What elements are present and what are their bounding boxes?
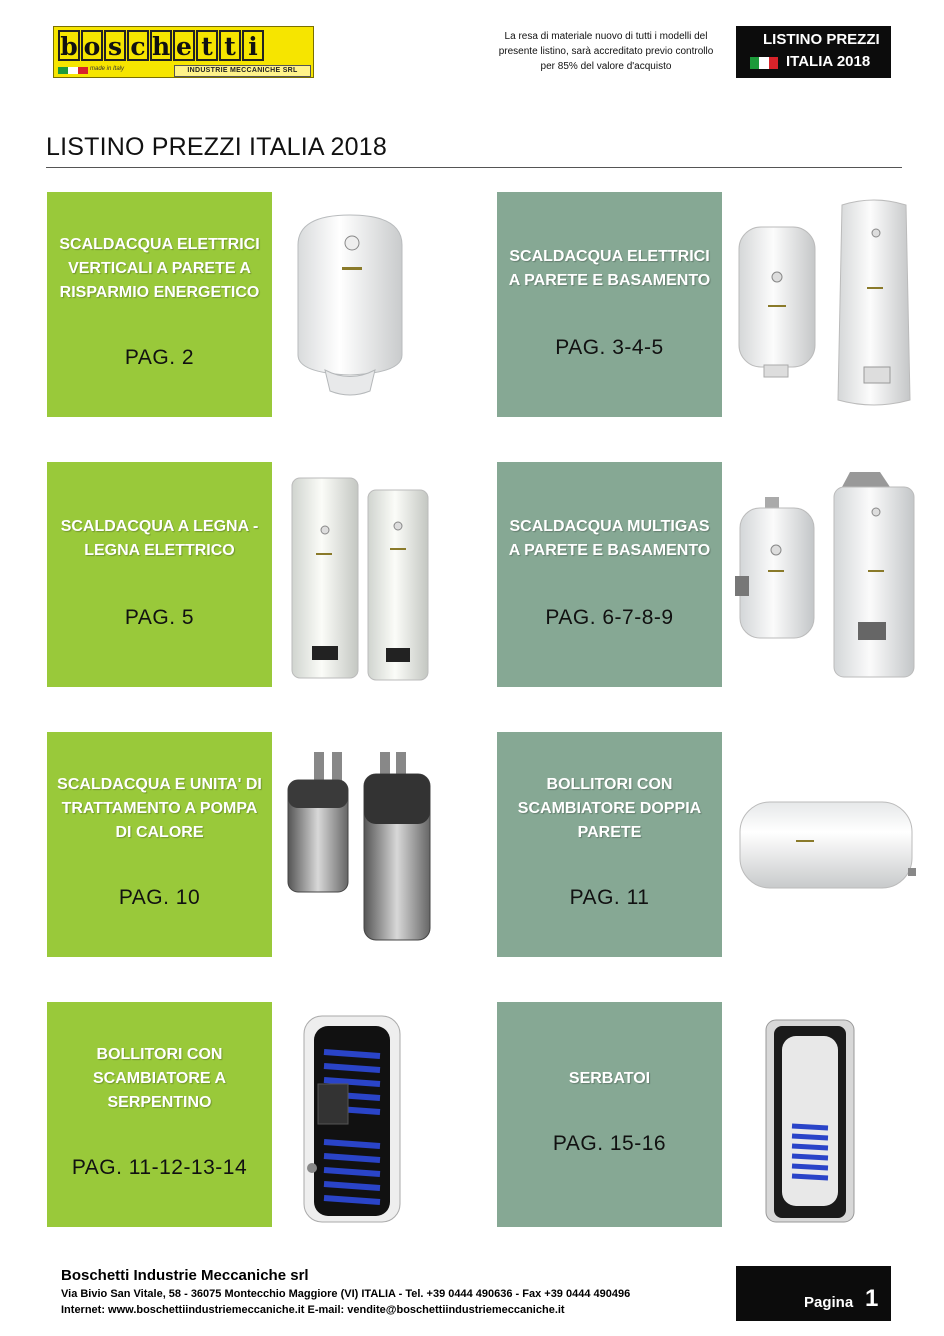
category-page-ref: PAG. 11 bbox=[569, 886, 650, 909]
label-line: SCALDACQUA ELETTRICI bbox=[59, 236, 260, 253]
italian-flag-icon bbox=[58, 67, 88, 74]
storage-tank-cutaway-icon bbox=[762, 1016, 858, 1226]
trade-in-notice bbox=[486, 29, 726, 74]
logo-letter: h bbox=[152, 32, 171, 61]
category-page-ref: PAG. 2 bbox=[124, 346, 195, 369]
page-number: 1 bbox=[865, 1285, 879, 1312]
category-label bbox=[503, 245, 716, 293]
horizontal-boiler-icon bbox=[736, 796, 918, 892]
label-line: BOLLITORI CON bbox=[546, 776, 673, 793]
label-line: A PARETE E BASAMENTO bbox=[508, 542, 711, 559]
badge-line2: ITALIA 2018 bbox=[786, 53, 871, 70]
label-line: SCAMBIATORE A bbox=[92, 1070, 227, 1087]
page-label: Pagina bbox=[804, 1294, 854, 1311]
category-page-ref: PAG. 11-12-13-14 bbox=[71, 1156, 248, 1179]
logo-letter: o bbox=[81, 30, 103, 61]
category-tile-double-wall[interactable] bbox=[497, 732, 722, 957]
category-label bbox=[503, 1067, 716, 1091]
logo-letter: c bbox=[127, 30, 149, 61]
category-page-ref: PAG. 5 bbox=[124, 606, 195, 629]
label-line: SCALDACQUA MULTIGAS bbox=[509, 518, 710, 535]
category-tile-multigas[interactable] bbox=[497, 462, 722, 687]
label-line: LEGNA ELETTRICO bbox=[84, 542, 235, 559]
coil-boiler-cutaway-icon bbox=[300, 1012, 404, 1226]
category-label bbox=[503, 515, 716, 563]
heat-pump-icon bbox=[284, 750, 434, 942]
page-number-box bbox=[736, 1266, 891, 1321]
logo-letter: t bbox=[219, 30, 241, 61]
page-title: LISTINO PREZZI ITALIA 2018 bbox=[46, 133, 387, 161]
notice-line: per 85% del valore d'acquisto bbox=[540, 61, 672, 72]
logo-letter: e bbox=[173, 30, 195, 61]
category-tile-electric-vertical[interactable] bbox=[47, 192, 272, 417]
boschetti-logo bbox=[53, 26, 314, 78]
badge-line1: LISTINO PREZZI bbox=[763, 31, 880, 48]
footer-company: Boschetti Industrie Meccaniche srl bbox=[61, 1267, 309, 1284]
category-label bbox=[503, 773, 716, 845]
category-label bbox=[53, 773, 266, 845]
logo-made-in: made in Italy bbox=[90, 66, 125, 72]
italian-flag-icon bbox=[750, 57, 778, 69]
price-list-badge bbox=[736, 26, 891, 78]
label-line: DI CALORE bbox=[115, 824, 204, 841]
logo-letter: i bbox=[242, 30, 264, 61]
category-label bbox=[53, 233, 266, 305]
footer-address: Via Bivio San Vitale, 58 - 36075 Montecchio Maggiore (VI) ITALIA - Tel. +39 0444 490636 - Fax +39 0444 490496 bbox=[61, 1288, 631, 1300]
logo-letter: s bbox=[104, 30, 126, 61]
notice-line: La resa di materiale nuovo di tutti i modelli del bbox=[504, 31, 708, 42]
category-tile-coil[interactable] bbox=[47, 1002, 272, 1227]
logo-subtitle: INDUSTRIE MECCANICHE SRL bbox=[174, 65, 311, 77]
label-line: SCALDACQUA ELETTRICI bbox=[509, 248, 710, 265]
logo-letter: b bbox=[58, 30, 80, 61]
category-label bbox=[53, 515, 266, 563]
category-tile-tanks[interactable] bbox=[497, 1002, 722, 1227]
category-tile-heat-pump[interactable] bbox=[47, 732, 272, 957]
label-line: SCALDACQUA E UNITA' DI bbox=[57, 776, 262, 793]
category-tile-electric-wall-floor[interactable] bbox=[497, 192, 722, 417]
label-line: BOLLITORI CON bbox=[96, 1046, 223, 1063]
category-page-ref: PAG. 10 bbox=[118, 886, 201, 909]
label-line: SCALDACQUA A LEGNA - bbox=[60, 518, 259, 535]
logo-letter: t bbox=[196, 30, 218, 61]
notice-line: presente listino, sarà accreditato previo controllo bbox=[498, 46, 714, 57]
label-line: TRATTAMENTO A POMPA bbox=[61, 800, 258, 817]
logo-wordmark bbox=[58, 30, 264, 61]
category-page-ref: PAG. 6-7-8-9 bbox=[545, 606, 674, 629]
gas-heaters-icon bbox=[730, 462, 918, 682]
category-tile-wood[interactable] bbox=[47, 462, 272, 687]
wood-heaters-icon bbox=[286, 468, 436, 684]
label-line: VERTICALI A PARETE A bbox=[68, 260, 251, 277]
footer-contacts[interactable]: Internet: www.boschettiindustriemeccaniche.it E-mail: vendite@boschettiindustriemeccaniche.it bbox=[61, 1304, 565, 1316]
category-page-ref: PAG. 3-4-5 bbox=[555, 336, 664, 359]
wall-water-heater-icon bbox=[290, 205, 410, 405]
label-line: SERBATOI bbox=[568, 1070, 651, 1087]
label-line: SCAMBIATORE DOPPIA bbox=[517, 800, 702, 817]
wall-and-floor-heaters-icon bbox=[734, 195, 918, 413]
label-line: PARETE bbox=[577, 824, 642, 841]
category-label bbox=[53, 1043, 266, 1115]
label-line: A PARETE E BASAMENTO bbox=[508, 272, 711, 289]
label-line: RISPARMIO ENERGETICO bbox=[59, 284, 260, 301]
title-divider bbox=[46, 167, 902, 168]
label-line: SERPENTINO bbox=[107, 1094, 212, 1111]
category-page-ref: PAG. 15-16 bbox=[552, 1132, 667, 1155]
